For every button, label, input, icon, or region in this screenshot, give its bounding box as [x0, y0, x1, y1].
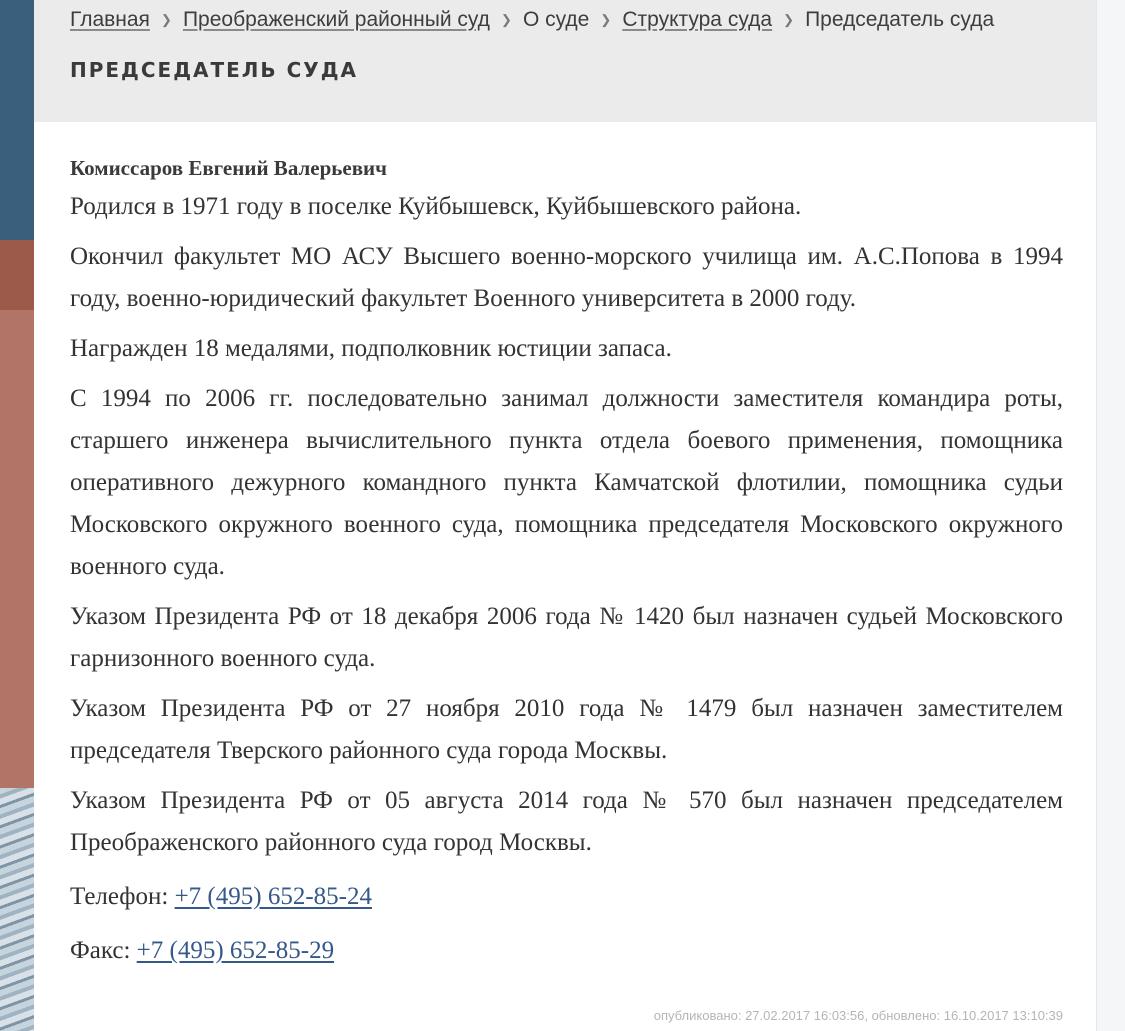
bio-paragraph: Родился в 1971 году в поселке Куйбышевск, Куйбышевского района.: [70, 193, 802, 220]
breadcrumb-about: О суде: [522, 8, 590, 31]
bio-paragraph: С 1994 по 2006 гг. последовательно занимал должности заместителя командира роты, старшего инженера вычислительного пункта отдела боевого применения, помощника оперативного дежурного командного пункта Камчатской флотилии, помощника судьи Московского окружного военного суда, помощника председателя Московского окружного военного суда.: [70, 385, 1063, 580]
chevron-right-icon: ❯: [501, 12, 512, 27]
phone-row: [70, 876, 1063, 918]
bio-paragraph: Указом Президента РФ от 05 августа 2014 года № 570 был назначен председателем Преображенского районного суда город Москвы.: [70, 787, 1063, 856]
breadcrumb-home-link[interactable]: Главная: [70, 8, 150, 31]
breadcrumb: [70, 6, 994, 34]
chevron-right-icon: ❯: [783, 12, 795, 27]
person-name: Комиссаров Евгений Валерьевич: [70, 156, 387, 180]
stripe-blue-segment: [0, 0, 34, 240]
stripe-rose-segment: [0, 310, 34, 788]
phone-link[interactable]: +7 (495) 652-85-24: [174, 883, 372, 910]
stripe-photo-segment: [0, 788, 34, 1031]
fax-label: Факс:: [70, 937, 131, 964]
bio-paragraph: Окончил факультет МО АСУ Высшего военно-морского училища им. А.С.Попова в 1994 году, военно-юридический факультет Военного университета в 2000 году.: [70, 243, 1063, 312]
fax-row: [70, 930, 1063, 972]
page-title: ПРЕДСЕДАТЕЛЬ СУДА: [70, 58, 359, 82]
bio-paragraph: Указом Президента РФ от 18 декабря 2006 года № 1420 был назначен судьей Московского гарнизонного военного суда.: [70, 603, 1063, 672]
phone-label: Телефон:: [70, 883, 169, 910]
breadcrumb-current: Председатель суда: [805, 8, 995, 31]
chevron-right-icon: ❯: [600, 12, 612, 27]
breadcrumb-structure-link[interactable]: Структура суда: [622, 8, 773, 31]
fax-link[interactable]: +7 (495) 652-85-29: [136, 937, 335, 964]
bio-paragraph: Указом Президента РФ от 27 ноября 2010 года № 1479 был назначен заместителем председателя Тверского районного суда города Москвы.: [70, 695, 1063, 764]
side-decorative-stripe: [0, 0, 34, 1031]
breadcrumb-court-link[interactable]: Преображенский районный суд: [182, 8, 490, 31]
right-page-edge: [1096, 0, 1125, 1031]
publish-meta: опубликовано: 27.02.2017 16:03:56, обновлено: 16.10.2017 13:10:39: [653, 1008, 1063, 1023]
chevron-right-icon: ❯: [160, 12, 172, 27]
stripe-brown-segment: [0, 240, 34, 310]
bio-content: [70, 150, 1063, 972]
bio-paragraph: Награжден 18 медалями, подполковник юстиции запаса.: [70, 335, 672, 362]
